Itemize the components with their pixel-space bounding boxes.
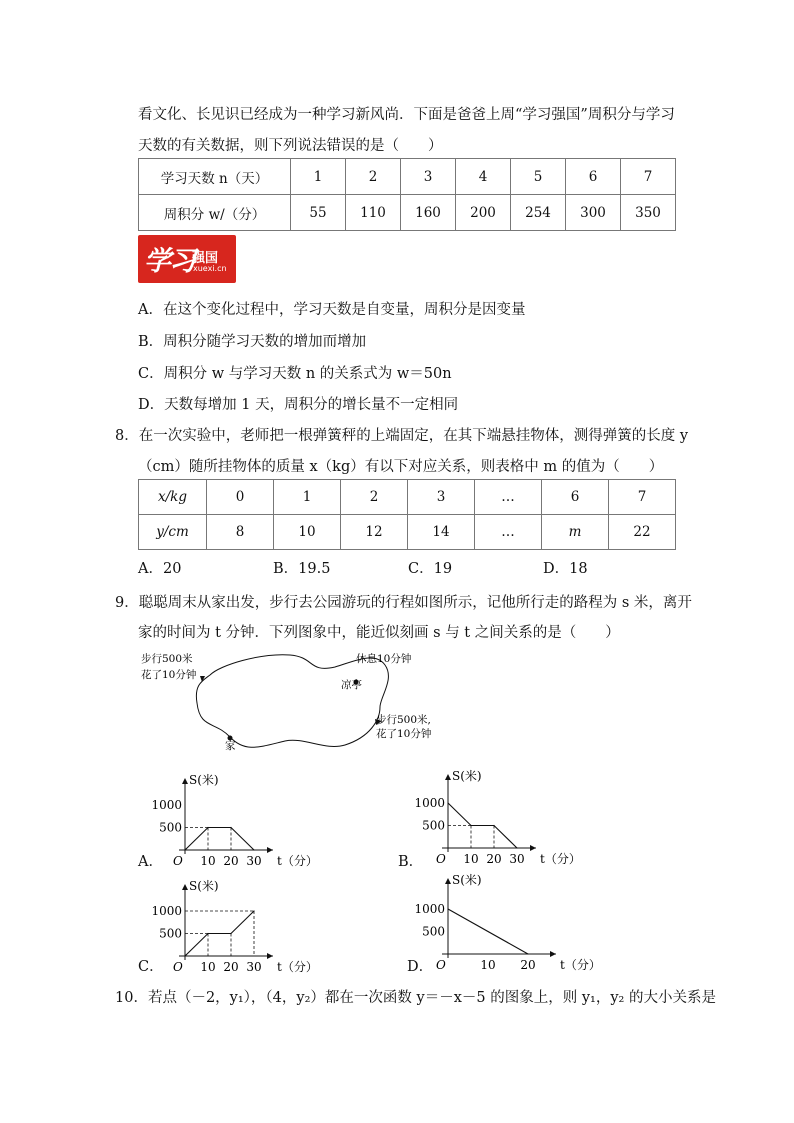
x-tick-label: 10	[463, 852, 479, 866]
x-tick-label: 30	[509, 852, 525, 866]
table-row	[139, 515, 676, 550]
q8-option-b: B．19.5	[273, 561, 331, 577]
q8-option-c: C．19	[408, 561, 453, 577]
row-header-x: x/kg	[139, 480, 207, 515]
y-axis-arrow-icon	[445, 774, 451, 780]
x-axis-arrow-icon	[550, 951, 556, 957]
x-tick-label: 30	[246, 854, 262, 868]
table-cell: m	[542, 515, 609, 550]
series-line	[448, 909, 528, 954]
map-rest-note: 休息10分钟	[356, 653, 412, 665]
logo-url: xuexi.cn	[193, 264, 227, 273]
q8-line-2: （cm）随所挂物体的质量 x（kg）有以下对应关系，则表格中 m 的值为（ ）	[138, 459, 664, 475]
data-point	[230, 933, 231, 934]
data-point	[527, 953, 528, 954]
table-cell: 5	[511, 159, 566, 195]
x-axis-arrow-icon	[267, 953, 273, 959]
option-d: D．天数每增加 1 天，周积分的增长量不一定相同	[138, 397, 459, 413]
series-line	[185, 828, 254, 851]
y-tick-label: 1000	[414, 902, 445, 916]
map-home-label: 家	[225, 740, 236, 752]
intro-line-2: 天数的有关数据，则下列说法错误的是（ ）	[138, 138, 443, 154]
x-tick-label: 20	[223, 960, 239, 974]
x-axis-label: t（分）	[560, 958, 601, 972]
x-axis-arrow-icon	[530, 845, 536, 851]
graph-c	[151, 878, 318, 974]
y-axis-arrow-icon	[182, 778, 188, 784]
origin-label: O	[173, 960, 183, 974]
x-tick-label: 30	[246, 960, 262, 974]
q8-option-d: D．18	[543, 561, 588, 577]
y-axis-label: S(米)	[189, 879, 219, 893]
y-tick-label: 500	[159, 926, 182, 941]
data-point	[184, 849, 185, 850]
table-cell: 254	[511, 195, 566, 231]
row-header-y: y/cm	[139, 515, 207, 550]
data-point	[207, 933, 208, 934]
table-cell: 110	[346, 195, 401, 231]
data-point	[253, 910, 254, 911]
map-left-note-1: 步行500米	[141, 653, 193, 665]
y-tick-label: 1000	[414, 796, 445, 810]
table-cell: 350	[621, 195, 676, 231]
y-tick-label: 1000	[151, 798, 182, 812]
graph-option-b-letter: B．	[398, 854, 424, 870]
data-point	[493, 825, 494, 826]
y-axis-arrow-icon	[182, 884, 188, 890]
y-axis-label: S(米)	[189, 773, 219, 787]
table-cell: 10	[274, 515, 341, 550]
y-axis-label: S(米)	[452, 769, 482, 783]
table-cell: 4	[456, 159, 511, 195]
data-point	[184, 955, 185, 956]
data-point	[447, 908, 448, 909]
x-tick-label: 10	[200, 854, 216, 868]
origin-label: O	[436, 958, 446, 972]
table-cell: 300	[566, 195, 621, 231]
x-tick-label: 20	[520, 958, 536, 972]
y-tick-label: 500	[159, 820, 182, 835]
table-cell: 7	[621, 159, 676, 195]
route-path	[196, 655, 388, 747]
y-tick-label: 500	[422, 818, 445, 833]
y-tick-label: 1000	[151, 904, 182, 918]
data-point	[230, 827, 231, 828]
map-pavilion-label: 凉亭	[341, 679, 362, 691]
map-right-note-1: 步行500米,	[376, 714, 431, 726]
table-cell: 12	[341, 515, 408, 550]
table-cell: 6	[542, 480, 609, 515]
study-points-table	[138, 158, 676, 231]
route-map	[130, 645, 450, 755]
y-axis-label: S(米)	[452, 873, 482, 887]
table-row	[139, 159, 676, 195]
option-a: A．在这个变化过程中，学习天数是自变量，周积分是因变量	[138, 302, 526, 318]
table-cell: 1	[291, 159, 346, 195]
table-cell: 0	[207, 480, 274, 515]
table-cell: …	[475, 480, 542, 515]
option-c: C．周积分 w 与学习天数 n 的关系式为 w＝50n	[138, 366, 452, 382]
q8-option-a: A．20	[138, 561, 182, 577]
map-left-note-2: 花了10分钟	[141, 669, 197, 681]
row-header-points: 周积分 w/（分）	[139, 195, 291, 231]
row-header-days: 学习天数 n（天）	[139, 159, 291, 195]
logo-text-small: 强国	[192, 251, 219, 266]
origin-label: O	[173, 854, 183, 868]
table-cell: 7	[609, 480, 676, 515]
data-point	[447, 802, 448, 803]
data-point	[470, 825, 471, 826]
table-cell: …	[475, 515, 542, 550]
data-point	[253, 849, 254, 850]
table-cell: 8	[207, 515, 274, 550]
data-point	[207, 827, 208, 828]
q9-line-2: 家的时间为 t 分钟．下列图象中，能近似刻画 s 与 t 之间关系的是（ ）	[138, 625, 620, 641]
table-cell: 2	[346, 159, 401, 195]
x-axis-label: t（分）	[540, 852, 581, 866]
table-cell: 160	[401, 195, 456, 231]
spring-table	[138, 479, 676, 550]
x-axis-arrow-icon	[267, 847, 273, 853]
table-cell: 1	[274, 480, 341, 515]
q10-line: 10．若点（－2，y₁），（4，y₂）都在一次函数 y＝－x－5 的图象上，则 y₁，y₂ 的大小关系是	[115, 990, 716, 1006]
graph-d	[414, 872, 601, 972]
table-cell: 2	[341, 480, 408, 515]
logo-text-big: 学习	[144, 246, 194, 277]
q8-line-1: 8．在一次实验中，老师把一根弹簧秤的上端固定，在其下端悬挂物体，测得弹簧的长度 y	[115, 428, 689, 444]
origin-label: O	[436, 852, 446, 866]
x-tick-label: 20	[223, 854, 239, 868]
table-cell: 55	[291, 195, 346, 231]
graph-option-a-letter: A．	[138, 854, 163, 870]
table-cell: 3	[408, 480, 475, 515]
table-row	[139, 195, 676, 231]
table-cell: 14	[408, 515, 475, 550]
table-cell: 200	[456, 195, 511, 231]
option-b: B．周积分随学习天数的增加而增加	[138, 334, 367, 350]
x-tick-label: 10	[200, 960, 216, 974]
table-cell: 22	[609, 515, 676, 550]
graph-option-c-letter: C．	[138, 959, 164, 975]
y-tick-label: 500	[422, 924, 445, 939]
graph-a	[151, 772, 318, 868]
table-row	[139, 480, 676, 515]
table-cell: 3	[401, 159, 456, 195]
x-tick-label: 10	[480, 958, 496, 972]
y-axis-arrow-icon	[445, 878, 451, 884]
map-right-note-2: 花了10分钟	[376, 728, 432, 740]
x-axis-label: t（分）	[277, 960, 318, 974]
xuexi-qiangguo-logo	[138, 235, 236, 283]
x-tick-label: 20	[486, 852, 502, 866]
q9-line-1: 9．聪聪周末从家出发，步行去公园游玩的行程如图所示，记他所行走的路程为 s 米，离开	[115, 595, 692, 611]
graph-b	[414, 768, 581, 866]
x-axis-label: t（分）	[277, 854, 318, 868]
table-cell: 6	[566, 159, 621, 195]
graph-option-d-letter: D．	[407, 959, 434, 975]
data-point	[516, 847, 517, 848]
intro-line-1: 看文化、长见识已经成为一种学习新风尚．下面是爸爸上周“学习强国”周积分与学习	[138, 107, 675, 123]
